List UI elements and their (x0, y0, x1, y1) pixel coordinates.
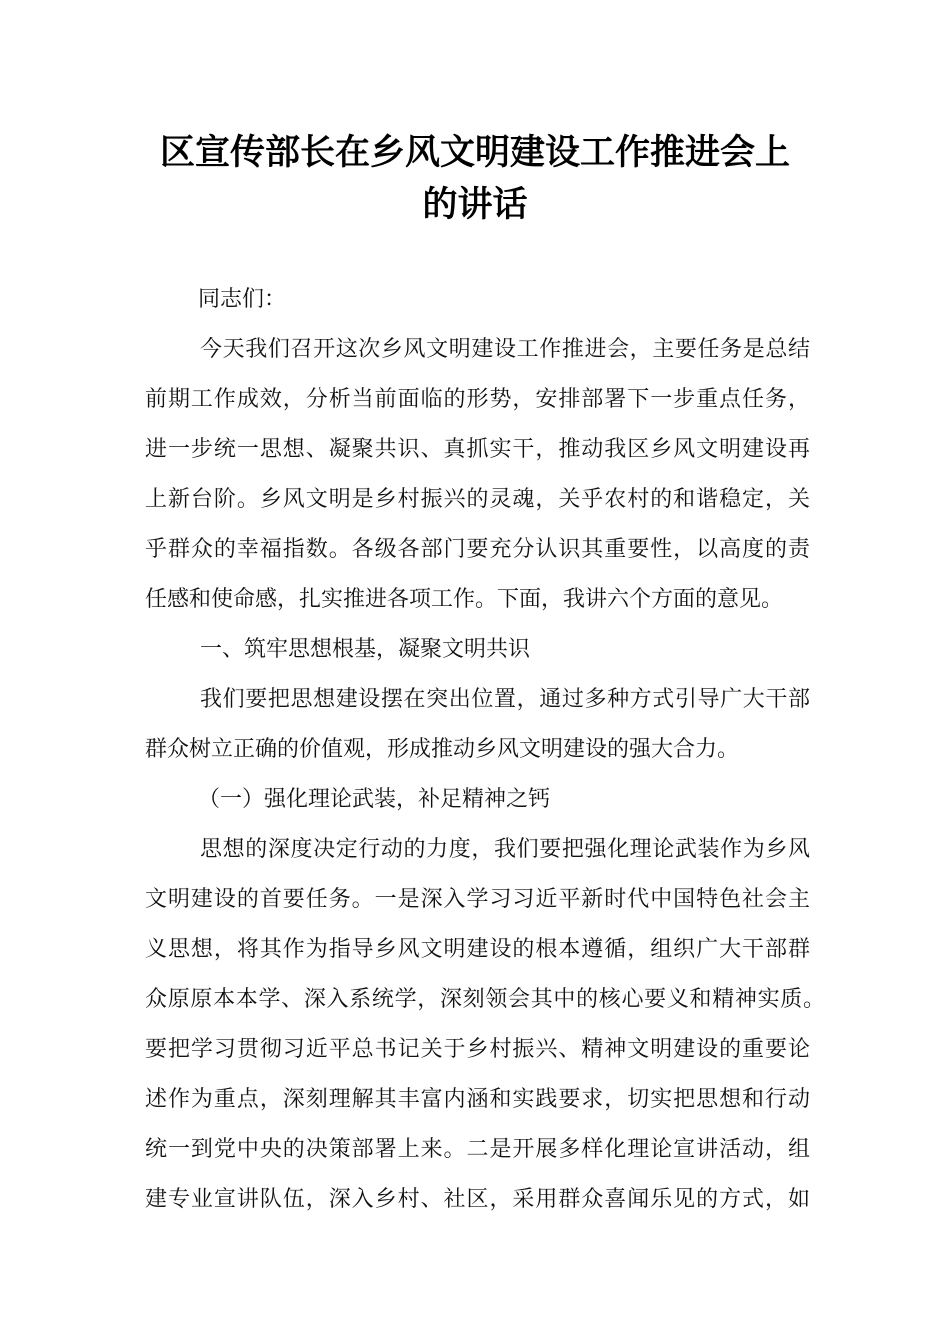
paragraph-line: 群众树立正确的价值观，形成推动乡风文明建设的强大合力。 (145, 737, 740, 762)
paragraph-line: 前期工作成效，分析当前面临的形势，安排部署下一步重点任务， (145, 387, 810, 412)
paragraph-line: 义思想，将其作为指导乡风文明建设的根本遵循，组织广大干部群 (145, 937, 810, 962)
paragraph-line: 我们要把思想建设摆在突出位置，通过多种方式引导广大干部 (200, 687, 810, 712)
paragraph-line: 进一步统一思想、凝聚共识、真抓实干，推动我区乡风文明建设再 (145, 437, 810, 462)
paragraph-line: 文明建设的首要任务。一是深入学习习近平新时代中国特色社会主 (145, 887, 810, 912)
paragraph-line: 众原原本本学、深入系统学，深刻领会其中的核心要义和精神实质。 (145, 987, 825, 1012)
paragraph-line: 任感和使命感，扎实推进各项工作。下面，我讲六个方面的意见。 (145, 587, 784, 612)
paragraph-line: 要把学习贯彻习近平总书记关于乡村振兴、精神文明建设的重要论 (145, 1037, 810, 1062)
document-title-line-2: 的讲话 (422, 185, 528, 225)
paragraph-line: 建专业宣讲队伍，深入乡村、社区，采用群众喜闻乐见的方式，如 (145, 1187, 810, 1212)
paragraph-line: 思想的深度决定行动的力度，我们要把强化理论武装作为乡风 (200, 837, 810, 862)
subsection-heading-1: （一）强化理论武装，补足精神之钙 (198, 787, 551, 812)
paragraph-line: 乎群众的幸福指数。各级各部门要充分认识其重要性，以高度的责 (145, 537, 810, 562)
paragraph-line: 统一到党中央的决策部署上来。二是开展多样化理论宣讲活动，组 (145, 1137, 810, 1162)
salutation: 同志们： (198, 287, 287, 312)
paragraph-line: 上新台阶。乡风文明是乡村振兴的灵魂，关乎农村的和谐稳定，关 (145, 487, 810, 512)
paragraph-line: 述作为重点，深刻理解其丰富内涵和实践要求，切实把思想和行动 (145, 1087, 810, 1112)
paragraph-line: 今天我们召开这次乡风文明建设工作推进会，主要任务是总结 (200, 337, 810, 362)
section-heading-1: 一、筑牢思想根基，凝聚文明共识 (200, 637, 531, 662)
document-title-line-1: 区宣传部长在乡风文明建设工作推进会上 (159, 133, 790, 173)
